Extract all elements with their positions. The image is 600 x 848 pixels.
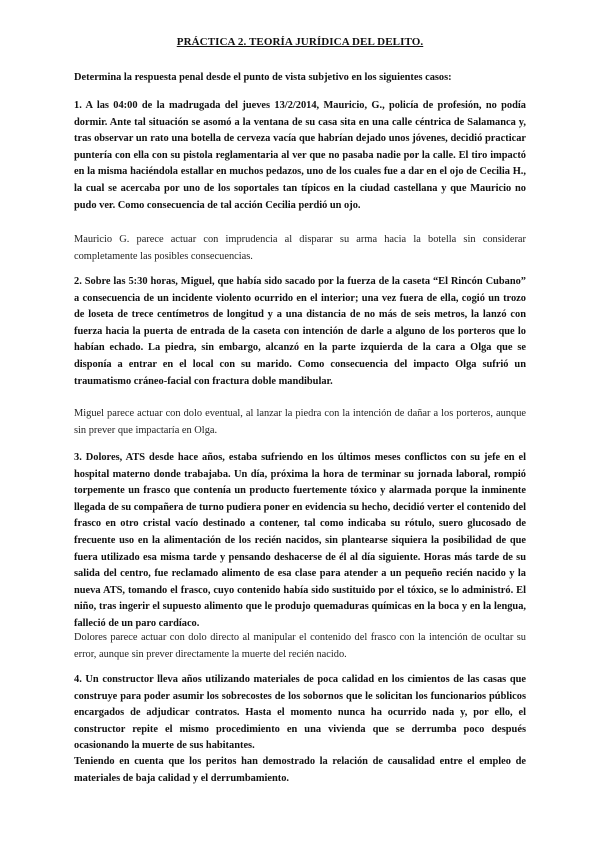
case-2-statement: 2. Sobre las 5:30 horas, Miguel, que había sido sacado por la fuerza de la caseta “El Rincón Cubano” a consecuencia de un incidente violento ocurrido en el interior; una vez fuera de ella, cogió un trozo de loseta de trece centímetros de longitud y a una distancia de no más de seis metros, la lanzó con fuerza hacia la puerta de entrada de la caseta con intención de darle a alguno de los porteros que lo habían echado. La piedra, sin embargo, alcanzó en la parte izquierda de la cara a Olga que se disponía a entrar en el local con su marido. Como consecuencia del impacto Olga sufrió un traumatismo cráneo-facial con fractura doble mandibular. xyxy=(74,276,526,387)
case-3-answer: Dolores parece actuar con dolo directo al manipular el contenido del frasco con la intención de ocultar su error, aunque sin prever directamente la muerte del recién nacido. xyxy=(74,632,526,660)
case-1-statement: 1. A las 04:00 de la madrugada del jueves 13/2/2014, Mauricio, G., policía de profesión, no podía dormir. Ante tal situación se asomó a la ventana de su casa sita en una calle céntrica de Salamanca y, tras observar un rato una botella de cerveza vacía que habrían dejado unos jóvenes, decidió practicar puntería con ella con su pistola reglamentaria al ver que no pasaba nadie por la calle. El tiro impactó en la misma haciéndola estallar en muchos pedazos, uno de los cuales fue a dar en el ojo de Cecilia H., la cual se acercaba por uno de los soportales tan típicos en la ciudad castellana y que Mauricio no pudo ver. Como consecuencia de tal acción Cecilia perdió un ojo. xyxy=(74,100,526,211)
intro-text: Determina la respuesta penal desde el punto de vista subjetivo en los siguientes casos: xyxy=(74,72,452,83)
case-4-note: Teniendo en cuenta que los peritos han demostrado la relación de causalidad entre el empleo de materiales de baja calidad y el derrumbamiento. xyxy=(74,756,526,784)
case-3-statement: 3. Dolores, ATS desde hace años, estaba sufriendo en los últimos meses conflictos con su jefe en el hospital materno donde trabajaba. Un día, próxima la hora de terminar su jornada laboral, rompió torpemente un frasco que contenía un producto fuertemente tóxico y alarmada porque la inminente llegada de su compañera de turno pudiera poner en evidencia su hecho, decidió verter el contenido del frasco en otro cristal vacío destinado a contener, tal como indicaba su rótulo, suero glucosado de frecuente uso en la alimentación de los recién nacidos, sin plantearse siquiera la posibilidad de que fuera utilizado esa misma tarde y pensando deshacerse de él al día siguiente. Horas más tarde de su salida del centro, fue reclamado alimento de esa clase para atender a un pequeño recién nacido y la nueva ATS, tomando el frasco, cuyo contenido había sido sustituido por el tóxico, se lo administró. El niño, tras ingerir el supuesto alimento que le produjo quemaduras químicas en la boca y en la lengua, falleció de un paro cardíaco. xyxy=(74,452,526,629)
page-title: PRÁCTICA 2. TEORÍA JURÍDICA DEL DELITO. xyxy=(176,36,424,48)
case-2-answer: Miguel parece actuar con dolo eventual, al lanzar la piedra con la intención de dañar a los porteros, aunque sin prever que impactaría en Olga. xyxy=(74,408,526,436)
case-1-answer: Mauricio G. parece actuar con imprudencia al disparar su arma hacia la botella sin considerar completamente las posibles consecuencias. xyxy=(74,234,526,262)
case-4-statement: 4. Un constructor lleva años utilizando materiales de poca calidad en los cimientos de las casas que construye para poder asumir los sobrecostes de los sobornos que le solicitan los funcionarios públicos encargados de adjudicar contratos. Hasta el momento nunca ha ocurrido nada y, por ello, el constructor repite el mismo procedimiento en una vivienda que se derrumba poco después ocasionando la muerte de sus habitantes. xyxy=(74,674,526,752)
